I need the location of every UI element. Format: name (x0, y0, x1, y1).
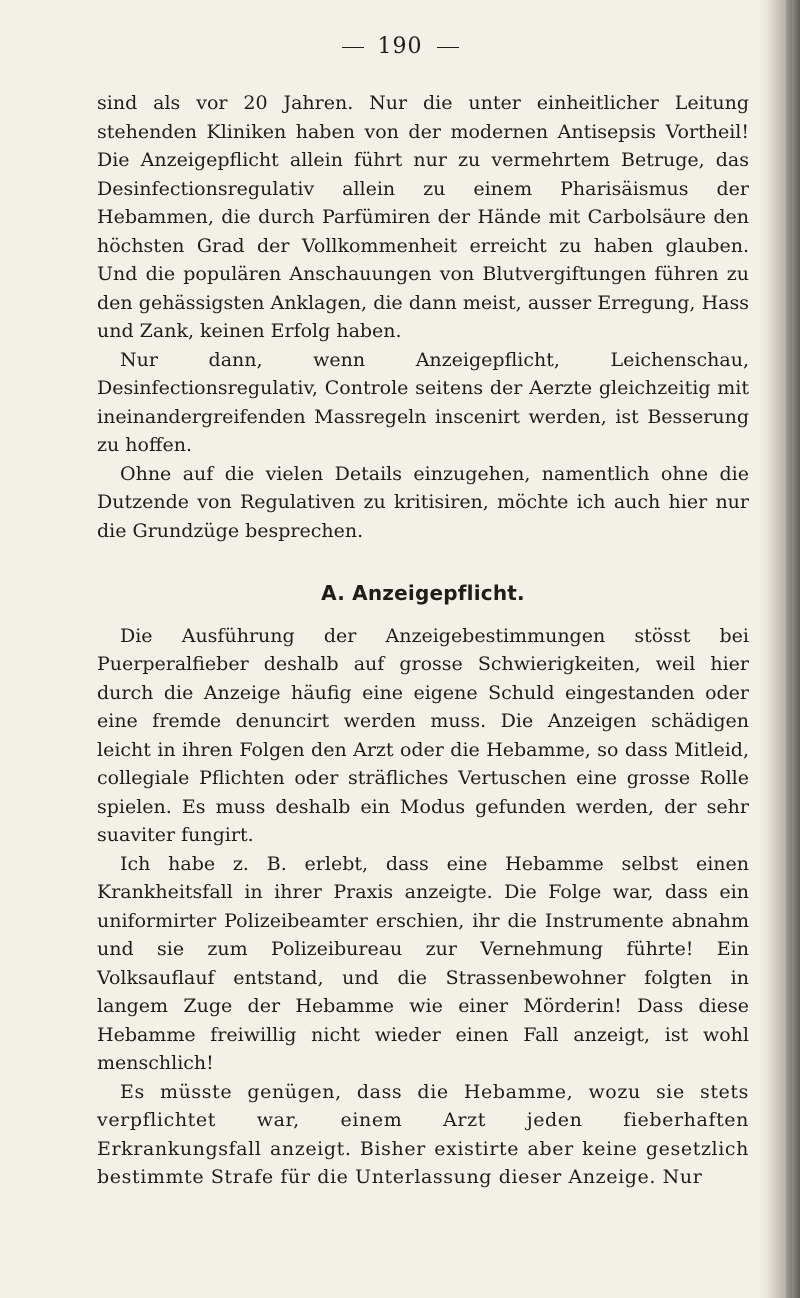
right-dash (437, 47, 459, 48)
page-binding-gutter (758, 0, 800, 1298)
page-content (97, 89, 749, 1192)
section-spacing (97, 545, 749, 561)
left-dash (342, 47, 364, 48)
section-heading: A. Anzeigepflicht. (321, 581, 525, 605)
paragraph-3: Ohne auf die vielen Details einzugehen, namentlich ohne die Dutzende von Regulativen zu kritisiren, möchte ich auch hier nur die Grundzüge besprechen. (97, 462, 749, 542)
paragraph-2: Nur dann, wenn Anzeigepflicht, Leichenschau, Desinfectionsregulativ, Controle seitens der Aerzte gleichzeitig mit ineinandergreifenden Massregeln inscenirt werden, ist Besserung zu hoffen. (97, 348, 749, 456)
section-paragraph-3: Es müsste genügen, dass die Hebamme, wozu sie stets verpflichtet war, einem Arzt jeden fieberhaften Erkrankungsfall anzeigt. Bisher existirte aber keine gesetzlich bestimmte Strafe für die Unterlassung dieser Anzeige. Nur (97, 1080, 749, 1188)
page-header (0, 34, 800, 59)
section-paragraph-2: Ich habe z. B. erlebt, dass eine Hebamme selbst einen Krankheitsfall in ihrer Praxis anzeigte. Die Folge war, dass ein uniformirter Polizeibeamter erschien, ihr die Instrumente abnahm und sie zum Polizeibureau zur Vernehmung führte! Ein Volksauflauf entstand, und die Strassenbewohner folgten in langem Zuge der Hebamme wie einer Mörderin! Dass diese Hebamme freiwillig nicht wieder einen Fall anzeigt, ist wohl menschlich! (97, 852, 749, 1074)
paragraph-1: sind als vor 20 Jahren. Nur die unter einheitlicher Leitung stehenden Kliniken haben von der modernen Antisepsis Vortheil! Die Anzeigepflicht allein führt nur zu vermehrtem Betruge, das Desinfectionsregulativ allein zu einem Pharisäismus der Hebammen, die durch Parfümiren der Hände mit Carbolsäure den höchsten Grad der Vollkommenheit erreicht zu haben glauben. Und die populären Anschauungen von Blutvergiftungen führen zu den gehässigsten Anklagen, die dann meist, ausser Erregung, Hass und Zank, keinen Erfolg haben. (97, 92, 749, 342)
section-paragraph-1: Die Ausführung der Anzeigebestimmungen stösst bei Puerperalfieber deshalb auf grosse Schwierigkeiten, weil hier durch die Anzeige häufig eine eigene Schuld eingestanden oder eine fremde denuncirt werden muss. Die Anzeigen schädigen leicht in ihren Folgen den Arzt oder die Hebamme, so dass Mitleid, collegiale Pflichten oder sträfliches Vertuschen eine grosse Rolle spielen. Es muss deshalb ein Modus gefunden werden, der sehr suaviter fungirt. (97, 624, 749, 846)
page-number: 190 (377, 34, 423, 59)
page-gutter-shadow (786, 0, 792, 1298)
